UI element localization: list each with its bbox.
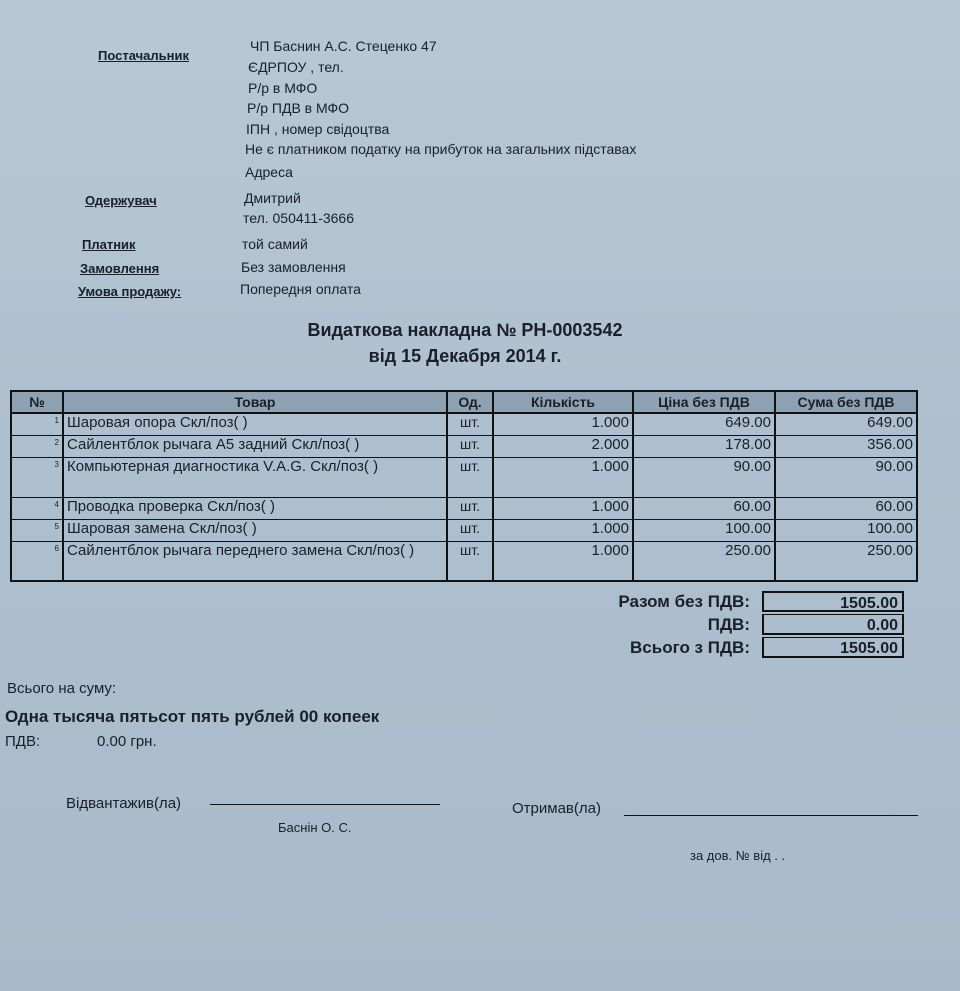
summary-vat-value: 0.00 грн.: [97, 733, 157, 750]
recipient-label: Одержувач: [85, 193, 157, 208]
row-number: 1: [11, 413, 63, 435]
total-label: Всього з ПДВ:: [630, 637, 750, 657]
row-price: 100.00: [633, 519, 775, 541]
supplier-line: ЧП Баснин А.С. Стеценко 47: [250, 38, 437, 54]
subtotal-value: 1505.00: [762, 591, 904, 612]
row-quantity: 1.000: [493, 519, 633, 541]
row-quantity: 1.000: [493, 457, 633, 497]
row-price: 178.00: [633, 435, 775, 457]
summary-vat-label: ПДВ:: [5, 733, 41, 750]
total-row: [560, 636, 916, 659]
supplier-line: Не є платником податку на прибуток на загальних підставах: [245, 141, 637, 157]
supplier-label: Постачальник: [98, 48, 189, 63]
row-sum: 250.00: [775, 541, 917, 581]
totals-block: [560, 590, 916, 659]
shipped-by-label: Відвантажив(ла): [66, 795, 182, 812]
row-product: Сайлентблок рычага А5 задний Скл/поз( ): [63, 435, 447, 457]
row-unit: шт.: [447, 413, 493, 435]
summary-label: Всього на суму:: [7, 680, 117, 697]
row-price: 60.00: [633, 497, 775, 519]
col-header-unit: Од.: [447, 391, 493, 413]
table-header-row: [11, 391, 917, 413]
row-product: Компьютерная диагностика V.A.G. Скл/поз( ): [63, 457, 447, 497]
table-row: [11, 519, 917, 541]
order-label: Замовлення: [80, 261, 160, 276]
sale-terms-value: Попередня оплата: [240, 281, 361, 297]
row-number: 4: [11, 497, 63, 519]
row-number: 5: [11, 519, 63, 541]
recipient-name: Дмитрий: [244, 190, 301, 206]
order-value: Без замовлення: [241, 259, 346, 275]
row-unit: шт.: [447, 435, 493, 457]
row-unit: шт.: [447, 541, 493, 581]
row-product: Шаровая замена Скл/поз( ): [63, 519, 447, 541]
col-header-number: №: [11, 391, 63, 413]
row-quantity: 1.000: [493, 413, 633, 435]
supplier-line: Адреса: [245, 164, 293, 180]
shipped-signature-line: [210, 804, 440, 805]
col-header-quantity: Кількість: [493, 391, 633, 413]
subtotal-label: Разом без ПДВ:: [618, 591, 750, 611]
payer-value: той самий: [242, 236, 308, 252]
row-product: Проводка проверка Скл/поз( ): [63, 497, 447, 519]
row-price: 90.00: [633, 457, 775, 497]
row-product: Сайлентблок рычага переднего замена Скл/поз( ): [63, 541, 447, 581]
document-date: від 15 Декабря 2014 г.: [368, 346, 562, 366]
payer-label: Платник: [82, 237, 136, 252]
supplier-line: ЄДРПОУ , тел.: [248, 59, 344, 75]
subtotal-row: [560, 590, 916, 613]
vat-value: 0.00: [762, 614, 904, 635]
supplier-line: Р/р в МФО: [248, 80, 318, 96]
supplier-line: ІПН , номер свідоцтва: [246, 121, 390, 137]
col-header-price: Ціна без ПДВ: [633, 391, 775, 413]
row-sum: 90.00: [775, 457, 917, 497]
document-title: Видаткова накладна № РН-0003542: [307, 320, 623, 340]
row-quantity: 1.000: [493, 497, 633, 519]
row-unit: шт.: [447, 457, 493, 497]
sale-terms-label: Умова продажу:: [78, 284, 182, 299]
row-price: 649.00: [633, 413, 775, 435]
col-header-sum: Сума без ПДВ: [775, 391, 917, 413]
row-sum: 649.00: [775, 413, 917, 435]
row-number: 2: [11, 435, 63, 457]
table-row: [11, 413, 917, 435]
items-table: [10, 390, 918, 582]
summary-words: Одна тысяча пятьсот пять рублей 00 копеек: [5, 707, 380, 726]
row-unit: шт.: [447, 497, 493, 519]
col-header-product: Товар: [63, 391, 447, 413]
row-product: Шаровая опора Скл/поз( ): [63, 413, 447, 435]
total-value: 1505.00: [762, 637, 904, 658]
supplier-line: Р/р ПДВ в МФО: [247, 100, 350, 116]
vat-label: ПДВ:: [707, 614, 750, 634]
received-by-label: Отримав(ла): [512, 800, 601, 817]
row-quantity: 2.000: [493, 435, 633, 457]
row-number: 3: [11, 457, 63, 497]
shipped-by-name: Баснін О. С.: [278, 820, 352, 835]
received-signature-line: [624, 815, 918, 816]
row-sum: 60.00: [775, 497, 917, 519]
table-row: [11, 435, 917, 457]
row-sum: 356.00: [775, 435, 917, 457]
vat-row: [560, 613, 916, 636]
table-row: [11, 541, 917, 581]
row-unit: шт.: [447, 519, 493, 541]
recipient-phone: тел. 050411-3666: [243, 210, 355, 226]
table-row: [11, 497, 917, 519]
table-row: [11, 457, 917, 497]
row-number: 6: [11, 541, 63, 581]
row-quantity: 1.000: [493, 541, 633, 581]
row-sum: 100.00: [775, 519, 917, 541]
row-price: 250.00: [633, 541, 775, 581]
proxy-text: за дов. № від . .: [690, 848, 786, 863]
